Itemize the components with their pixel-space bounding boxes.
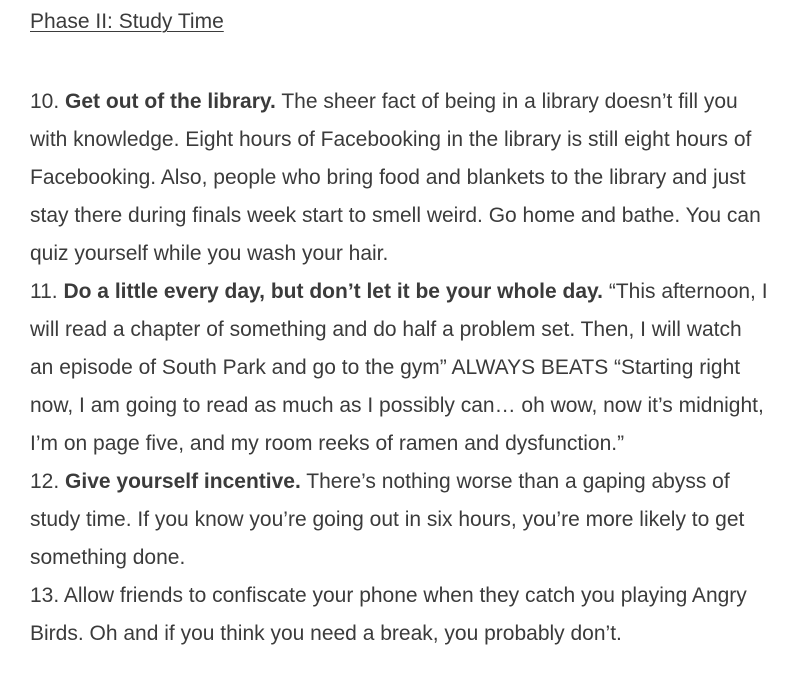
tip-item-10 (30, 83, 770, 273)
tip-item-12 (30, 463, 770, 577)
tip-number: 11. (30, 280, 58, 303)
tip-item-11 (30, 273, 770, 463)
tip-body: The sheer fact of being in a library doesn’t fill you with knowledge. Eight hours of Facebooking in the library is still eight hours of Facebooking. Also, people who bring food and blankets to the library and just stay there during finals week start to smell weird. Go home and bathe. You can quiz yourself while you wash your hair. (30, 90, 761, 265)
tip-body: Allow friends to confiscate your phone when they catch you playing Angry Birds. Oh and if you think you need a break, you probably don’t. (30, 584, 747, 645)
tip-number: 12. (30, 470, 60, 493)
tip-body: “This afternoon, I will read a chapter of something and do half a problem set. Then, I will watch an episode of South Park and go to the gym” ALWAYS BEATS “Starting right now, I am going to read as much as I possibly can… oh wow, now it’s midnight, I’m on page five, and my room reeks of ramen and dysfunction.” (30, 280, 768, 455)
section-heading: Phase II: Study Time (30, 10, 224, 33)
heading-spacer (30, 37, 770, 83)
tip-body: There’s nothing worse than a gaping abyss of study time. If you know you’re going out in six hours, you’re more likely to get something done. (30, 470, 745, 569)
tip-item-13 (30, 577, 770, 653)
tip-title: Do a little every day, but don’t let it be your whole day. (63, 280, 603, 303)
tip-number: 10. (30, 90, 60, 113)
tip-number: 13. (30, 584, 60, 607)
tip-title: Get out of the library. (65, 90, 276, 113)
tip-title: Give yourself incentive. (65, 470, 301, 493)
